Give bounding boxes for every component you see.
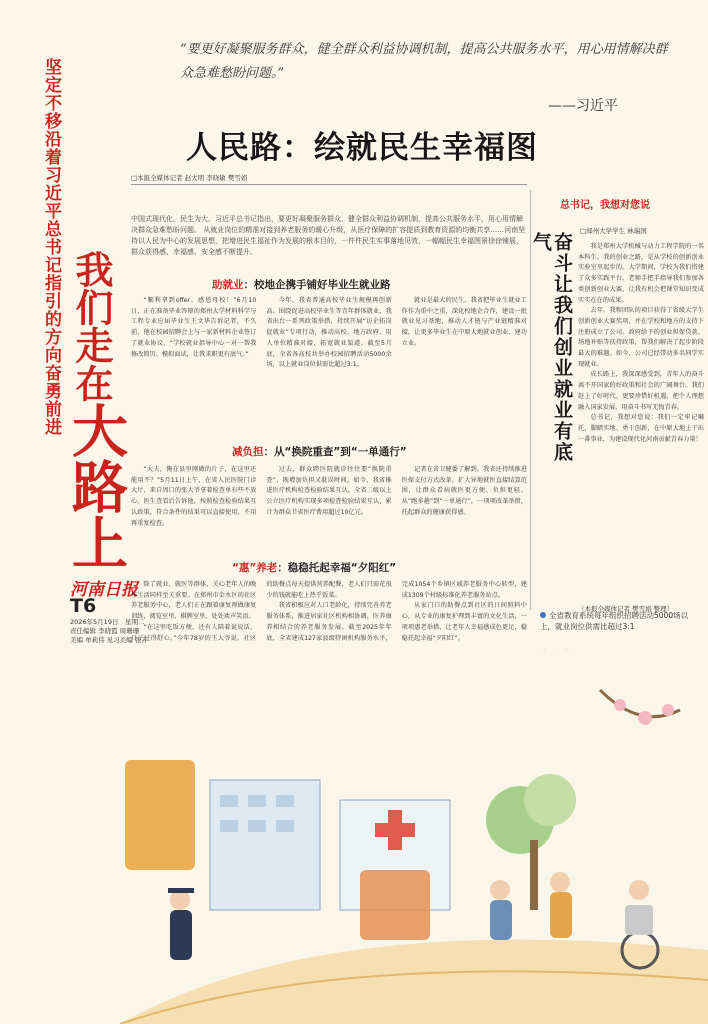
section-heading-employment <box>212 277 391 292</box>
building-icon <box>210 780 320 910</box>
lead-paragraph: 中国式现代化，民生为大。习近平总书记指出，要更好凝聚服务群众，健全群众利益协调机制，提高公共服务水平，用心用情解决群众急难愁盼问题。 从就业岗位的精准对接到养老服务的暖心升级，从医疗保障的扩容提质到教育资源的均衡共享……河南坚持以人民为中心的发展思想，把增进民生福祉作为发展的根本目的，一件件民生实事落地见效，一幅幅民生幸福图景徐徐铺展，群众获得感、幸福感、安全感不断提升。 <box>131 215 526 256</box>
big-title-bottom: 大路上 <box>63 402 129 570</box>
leader-quote: “要更好凝聚服务群众，健全群众利益协调机制，提高公共服务水平，用心用情解决群众急难愁盼问题。” <box>180 42 668 81</box>
right-column-title: 奋斗让我们创业就业有底气 <box>530 232 573 463</box>
paragraph: 就业是最大的民生。我省把毕业生就业工作作为重中之重，深化校地企合作，建设一批就业见习基地，推动人才链与产业链精准对接，让更多毕业生在中原大地就业创业、建功立业。 <box>401 297 527 347</box>
editors-line: 责任编辑 李晓霞 周珊珊 <box>70 627 140 635</box>
section-keyword: 减负担 <box>232 446 264 458</box>
stat-job-fairs <box>540 610 700 632</box>
designers-line: 美编 单莉伟 见习美编 张卉 <box>70 636 148 644</box>
section-subtitle: ：校地企携手铺好毕业生就业路 <box>243 279 391 291</box>
right-column-tag: 总书记，我想对您说 <box>560 200 650 211</box>
section-heading-elderly <box>232 560 396 575</box>
paragraph: “在这里吃饭方便，还有人陪着说说话，日子过得舒心。”今年78岁的王大爷说，社区的助餐点每天提供营养配餐，老人们只需花很少的钱就能吃上热乎饭菜。 <box>131 581 392 642</box>
paragraph: 过去，群众跨医院就诊往往要“换院重查”，既增加负担又耽误时间。如今，我省推进医疗机构检查检验结果互认，全省二级以上公立医疗机构实现多项检查检验结果互认，累计为群众节省医疗费用超过10亿元。 <box>266 466 392 516</box>
paragraph: “顺利拿到offer，感恩母校！”6月10日，正在准备毕业答辩的郑州大学材料科学与工程专业应届毕业生王文华告诉记者，不久前，他在校园招聘会上与一家新材料企业签订了就业协议，“学校就业指导中心一对一帮我修改简历、模拟面试，让我求职更有底气。” <box>131 297 257 358</box>
section-keyword: “惠”养老 <box>232 562 278 574</box>
editor-note: （本报全媒体记者 樊雪娟 整理） <box>578 605 674 613</box>
right-column-byline: □郑州大学学生 林瑞国 <box>580 227 647 235</box>
section-body-employment <box>131 296 527 431</box>
column-big-title <box>63 250 129 570</box>
right-column-divider <box>530 190 531 610</box>
paragraph: 去年，我和团队的项目获得了省级大学生创新创业大赛奖项，并在学校和地方的支持下注册成立了公司。政府给予的创业担保贷款、场地补贴等扶持政策，帮我们解决了起步阶段最大的难题。如今，公司已经带动多名同学实现就业。 <box>578 307 704 368</box>
paragraph: “大夫，俺在县里刚做的片子，在这里还能用不？”5月11日上午，在省人民医院门诊大厅，来自周口的张大爷拿着检查单有些不放心。医生查看后告诉他，按照检查检验结果互认政策，符合条件的结果可以直接使用，不用再重复检查。 <box>131 466 257 527</box>
right-column-body <box>578 242 704 602</box>
big-title-top: 我们走在 <box>69 250 114 402</box>
paragraph: 总书记，我想对您说：我们一定牢记嘱托，脚踏实地、勇于创新，在中原大地上干出一番事业，为建设现代化河南贡献青春力量！ <box>578 414 704 443</box>
paragraph: 我省积极应对人口老龄化，持续完善养老服务体系，推进居家社区机构相协调、医养康养相结合的养老服务发展。截至2025年年底，全省建成127家县级特困机构服务水平，完成1054个乡镇区域养老服务中心转型，建成1309个村级标准化养老服务站点。 <box>266 581 527 642</box>
stat-text: 全省教育系统每年组织招聘活动5000场以上，就业岗位供需比超过3:1 <box>540 611 689 631</box>
paragraph: 从家门口的助餐点到社区的日间照料中心，从专业的康复护理到丰富的文化生活，一项项惠老举措，让老年人幸福感成色更足，稳稳托起幸福“夕阳红”。 <box>401 602 527 642</box>
byline: □本报全媒体记者 赵大明 李晓敏 樊雪娟 <box>131 174 248 182</box>
page-number: T6 <box>70 595 97 617</box>
bullet-icon <box>540 612 546 618</box>
page-title: 人民路：绘就民生幸福图 <box>186 130 538 166</box>
paragraph: 成长路上，我深深感受到，青年人的奋斗离不开国家的好政策和社会的广阔舞台。我们赶上了好时代，更要珍惜好机遇，把个人理想融入国家发展，用奋斗书写无悔青春。 <box>578 371 704 411</box>
paragraph: 除了就业、就医等群体，关心老年人的晚年生活同样至关重要。在郑州市金水区的社区养老服务中心，老人们正在跟着康复师做康复训练，阅览室里、棋牌室里，处处欢声笑语。 <box>131 581 257 621</box>
vertical-slogan: 坚定不移沿着习近平总书记指引的方向奋勇前进 <box>41 58 61 436</box>
section-subtitle: ：稳稳托起幸福“夕阳红” <box>277 562 397 574</box>
newspaper-logo: 河南日报 <box>70 580 138 600</box>
section-keyword: 助就业 <box>212 279 244 291</box>
date-line: 2026年5月19日 星期二 <box>70 618 145 626</box>
quote-author: ——习近平 <box>548 98 618 114</box>
title-rule <box>131 184 527 185</box>
section-subtitle: ：从“换院重查”到“一单通行” <box>263 446 407 458</box>
paragraph: 今年，我省普通高校毕业生规模再创新高。围绕促进高校毕业生等青年群体就业，我省出台一系列政策举措，持续开展“访企拓岗促就业”专项行动，推动高校、地方政府、用人单位精准对接，拓宽就业渠道。截至5月底，全省各高校共举办校园招聘活动5000余场，以上就业岗位供需比超过3:1。 <box>266 297 392 369</box>
paragraph: 记者在省卫健委了解到，我省还持续推进医保支付方式改革，扩大异地就医直接结算范围，让群众看病就医更方便、负担更轻。从“跑多趟”到“一单通行”，一项项改革举措，托起群众的健康获得感。 <box>401 466 527 516</box>
section-heading-medical <box>232 444 407 459</box>
section-body-medical <box>131 465 527 565</box>
paragraph: 我是郑州大学机械与动力工程学院的一名本科生。我的创业之路，是从学校的创新创业实验室里起步的。大学期间，学校为我们搭建了众多实践平台，老师手把手指导我们参加各类创新创业大赛，让我有机会把课堂知识变成实实在在的成果。 <box>578 243 704 304</box>
people-road-illustration <box>120 650 708 1024</box>
